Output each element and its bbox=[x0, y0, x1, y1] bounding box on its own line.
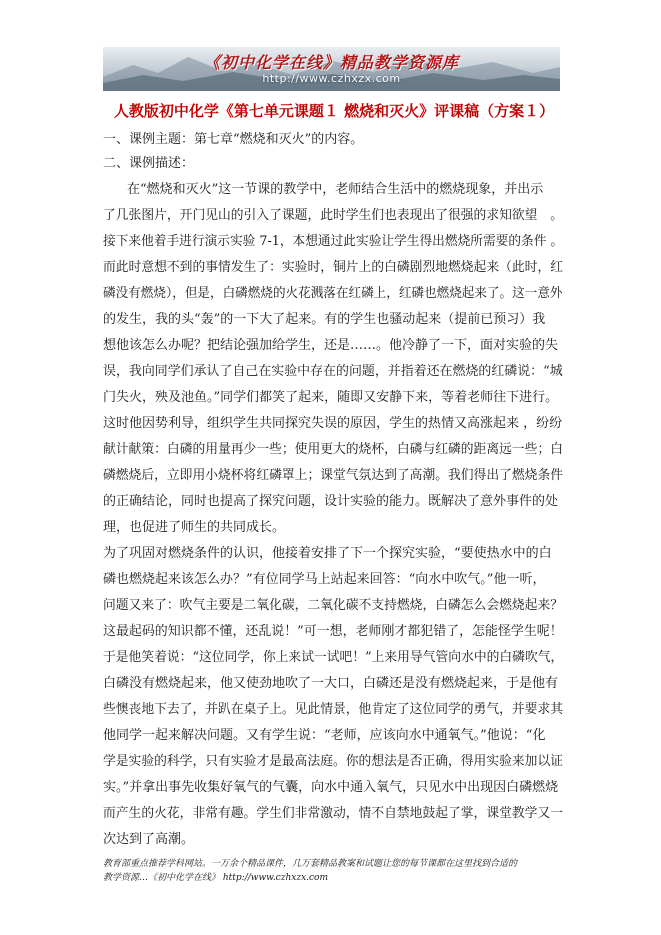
body-line: 一、课例主题：第七章“燃烧和灭火”的内容。 bbox=[103, 132, 364, 147]
body-line: 想他该怎么办呢？把结论强加给学生，还是……。他冷静了一下，面对实验的失 bbox=[103, 338, 559, 353]
body-line: 为了巩固对燃烧条件的认识，他接着安排了下一个探究实验，“要使热水中的白 bbox=[103, 546, 552, 561]
body-line: 于是他笑着说：“这位同学，你上来试一试吧！”上来用导气管向水中的白磷吹气， bbox=[103, 650, 564, 665]
banner-title: 《初中化学在线》精品教学资源库 bbox=[203, 53, 459, 72]
body-line: 接下来他着手进行演示实验 7-1，本想通过此实验让学生得出燃烧所需要的条件 。 bbox=[103, 234, 564, 249]
body-line: 而产生的火花，非常有趣。学生们非常激动，情不自禁地鼓起了掌，课堂教学又一 bbox=[103, 806, 564, 821]
body-line: 理，也促进了师生的共同成长。 bbox=[103, 520, 286, 535]
body-line: 磷也燃烧起来该怎么办？”有位同学马上站起来回答：“向水中吹气。”他一听， bbox=[103, 572, 546, 587]
body-line: 些懊丧地下去了，并趴在桌子上。见此情景，他肯定了这位同学的勇气，并要求其 bbox=[103, 702, 564, 717]
body-line: 学是实验的科学，只有实验才是最高法庭。你的想法是否正确，得用实验来加以证 bbox=[103, 754, 564, 769]
body-line: 次达到了高潮。 bbox=[103, 832, 195, 847]
body-line: 在“燃烧和灭火”这一节课的教学中，老师结合生活中的燃烧现象，并出示 bbox=[127, 182, 544, 197]
footer-link[interactable]: http://www.czhxzx.com bbox=[222, 873, 329, 883]
body-line: 磷燃烧后，立即用小烧杯将红磷罩上；课堂气氛达到了高潮。我们得出了燃烧条件 bbox=[103, 468, 564, 483]
body-line: 献计献策：白磷的用量再少一些；使用更大的烧杯，白磷与红磷的距离远一些；白 bbox=[103, 442, 564, 457]
body-line: 这最起码的知识都不懂，还乱说！”可一想，老师刚才都犯错了，怎能怪学生呢！ bbox=[103, 624, 563, 639]
body-line: 他同学一起来解决问题。又有学生说：“老师，应该向水中通氧气。”他说：“化 bbox=[103, 728, 546, 743]
header-banner bbox=[103, 47, 560, 91]
page-footer bbox=[103, 857, 563, 885]
footer-line: 教育部重点推荐学科网站。一万余个精品课件，几万套精品教案和试题让您的每节课都在这里找到合适的 bbox=[103, 859, 518, 869]
body-line: 白磷没有燃烧起来，他又使劲地吹了一大口，白磷还是没有燃烧起来，于是他有 bbox=[103, 676, 559, 691]
body-line: 的发生，我的头“轰”的一下大了起来。有的学生也骚动起来（提前已预习）我 bbox=[103, 312, 546, 327]
body-line: 误，我向同学们承认了自己在实验中存在的问题，并指着还在燃烧的红磷说：“城 bbox=[103, 364, 563, 379]
body-line: 这时他因势利导，组织学生共同探究失误的原因，学生的热情又高涨起来 ，纷纷 bbox=[103, 416, 563, 431]
body-line: 的正确结论，同时也提高了探究问题，设计实验的能力。既解决了意外事件的处 bbox=[103, 494, 559, 509]
body-line: 门失火，殃及池鱼。”同学们都笑了起来，随即又安静下来，等着老师往下进行。 bbox=[103, 390, 559, 405]
body-line: 磷没有燃烧），但是，白磷燃烧的火花溅落在红磷上，红磷也燃烧起来了。这一意外 bbox=[103, 286, 563, 301]
banner-url[interactable]: http://www.czhxzx.com bbox=[262, 72, 401, 85]
page-title: 人教版初中化学《第七单元课题１ 燃烧和灭火》评课稿（方案１） bbox=[113, 102, 555, 120]
body-line: 而此时意想不到的事情发生了：实验时，铜片上的白磷剧烈地燃烧起来（此时，红 bbox=[103, 260, 564, 275]
footer-line bbox=[103, 871, 563, 885]
body-line: 问题又来了：吹气主要是二氧化碳，二氧化碳不支持燃烧，白磷怎么会燃烧起来？ bbox=[103, 598, 564, 613]
body-line: 实。”并拿出事先收集好氧气的气囊，向水中通入氧气，只见水中出现因白磷燃烧 bbox=[103, 780, 559, 795]
body-line: 二、课例描述： bbox=[103, 156, 195, 171]
body-line: 了几张图片，开门见山的引入了课题，此时学生们也表现出了很强的求知欲望 。 bbox=[103, 208, 564, 223]
footer-source: 教学资源…《初中化学在线》 bbox=[103, 873, 221, 883]
